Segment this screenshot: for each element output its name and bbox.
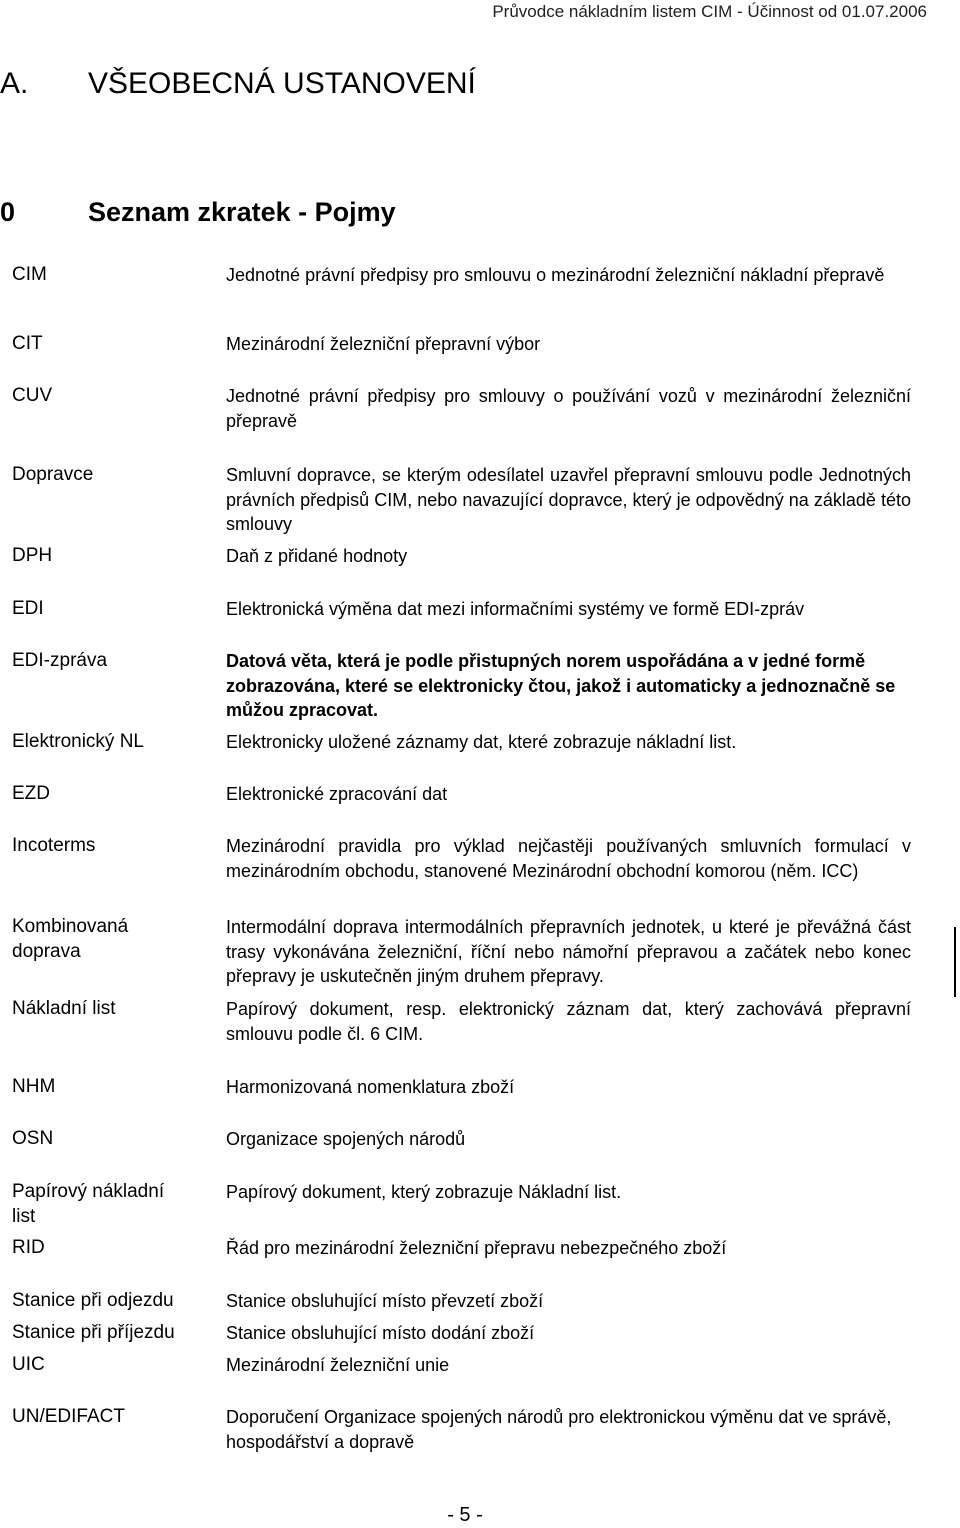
definition-stanice-pri-prijezdu: Stanice obsluhující místo dodání zboží xyxy=(226,1323,535,1343)
section-title: VŠEOBECNÁ USTANOVENÍ xyxy=(88,67,476,100)
term-cit: CIT xyxy=(12,333,43,354)
term-elektronicky-nl: Elektronický NL xyxy=(12,731,144,752)
definition-kombinovana-doprava: Intermodální doprava intermodálních přepravních jednotek, u které je převážná část trasy vykonávána železniční, říční nebo námořní přepravou a začátek nebo konec přepravy je uskutečněn jiným druhem přepravy. xyxy=(226,917,911,986)
term-kombinovana-doprava: Kombinovaná doprava xyxy=(12,916,129,962)
section-heading xyxy=(0,67,476,101)
term-uic: UIC xyxy=(12,1354,45,1375)
definition-edi: Elektronická výměna dat mezi informačními systémy ve formě EDI-zpráv xyxy=(226,599,805,619)
term-edi-zprava: EDI-zpráva xyxy=(12,650,108,671)
definition-dopravce: Smluvní dopravce, se kterým odesílatel uzavřel přepravní smlouvu podle Jednotných právních předpisů CIM, nebo navazující dopravce, který je odpovědný na základě této smlouvy xyxy=(226,465,911,534)
term-cim: CIM xyxy=(12,264,47,285)
page-number: - 5 - xyxy=(447,1504,483,1526)
term-incoterms: Incoterms xyxy=(12,835,96,856)
subsection-heading xyxy=(0,197,396,228)
definition-papirovy-nakladni-list: Papírový dokument, který zobrazuje Nákladní list. xyxy=(226,1182,622,1202)
definition-stanice-pri-odjezdu: Stanice obsluhující místo převzetí zboží xyxy=(226,1291,544,1311)
subsection-title: Seznam zkratek - Pojmy xyxy=(88,197,396,227)
definition-dph: Daň z přidané hodnoty xyxy=(226,546,408,566)
definition-cuv: Jednotné právní předpisy pro smlouvy o používání vozů v mezinárodní železniční přepravě xyxy=(226,386,911,431)
term-osn: OSN xyxy=(12,1128,54,1149)
definition-osn: Organizace spojených národů xyxy=(226,1129,466,1149)
term-nhm: NHM xyxy=(12,1076,56,1097)
term-ezd: EZD xyxy=(12,783,50,804)
term-stanice-pri-prijezdu: Stanice při příjezdu xyxy=(12,1322,175,1343)
term-un-edifact: UN/EDIFACT xyxy=(12,1406,125,1427)
change-bar xyxy=(954,927,956,997)
term-papirovy-nakladni-list: Papírový nákladní list xyxy=(12,1181,165,1227)
definition-un-edifact: Doporučení Organizace spojených národů pro elektronickou výměnu dat ve správě, hospodářství a dopravě xyxy=(226,1407,892,1452)
definition-cit: Mezinárodní železniční přepravní výbor xyxy=(226,334,541,354)
section-number: A. xyxy=(0,67,29,100)
term-stanice-pri-odjezdu: Stanice při odjezdu xyxy=(12,1290,174,1311)
definition-nakladni-list: Papírový dokument, resp. elektronický záznam dat, který zachovává přepravní smlouvu podle čl. 6 CIM. xyxy=(226,999,911,1044)
term-dph: DPH xyxy=(12,545,53,566)
subsection-number: 0 xyxy=(0,197,16,227)
definition-uic: Mezinárodní železniční unie xyxy=(226,1355,450,1375)
definition-rid: Řád pro mezinárodní železniční přepravu nebezpečného zboží xyxy=(226,1238,727,1258)
definition-elektronicky-nl: Elektronicky uložené záznamy dat, které zobrazuje nákladní list. xyxy=(226,732,737,752)
definition-cim: Jednotné právní předpisy pro smlouvu o mezinárodní železniční nákladní přepravě xyxy=(226,265,885,285)
term-cuv: CUV xyxy=(12,385,53,406)
term-dopravce: Dopravce xyxy=(12,464,94,485)
definition-incoterms: Mezinárodní pravidla pro výklad nejčastěji používaných smluvních formulací v mezinárodním obchodu, stanovené Mezinárodní obchodní komorou (něm. ICC) xyxy=(226,836,911,881)
definition-nhm: Harmonizovaná nomenklatura zboží xyxy=(226,1077,515,1097)
definition-ezd: Elektronické zpracování dat xyxy=(226,784,448,804)
term-rid: RID xyxy=(12,1237,45,1258)
definition-edi-zprava: Datová věta, která je podle přistupných norem uspořádána a v jedné formě zobrazována, které se elektronicky čtou, jakož i automaticky a jednoznačně se můžou zpracovat. xyxy=(226,651,896,720)
running-header: Průvodce nákladním listem CIM - Účinnost od 01.07.2006 xyxy=(492,2,927,21)
term-nakladni-list: Nákladní list xyxy=(12,998,116,1019)
term-edi: EDI xyxy=(12,598,44,619)
